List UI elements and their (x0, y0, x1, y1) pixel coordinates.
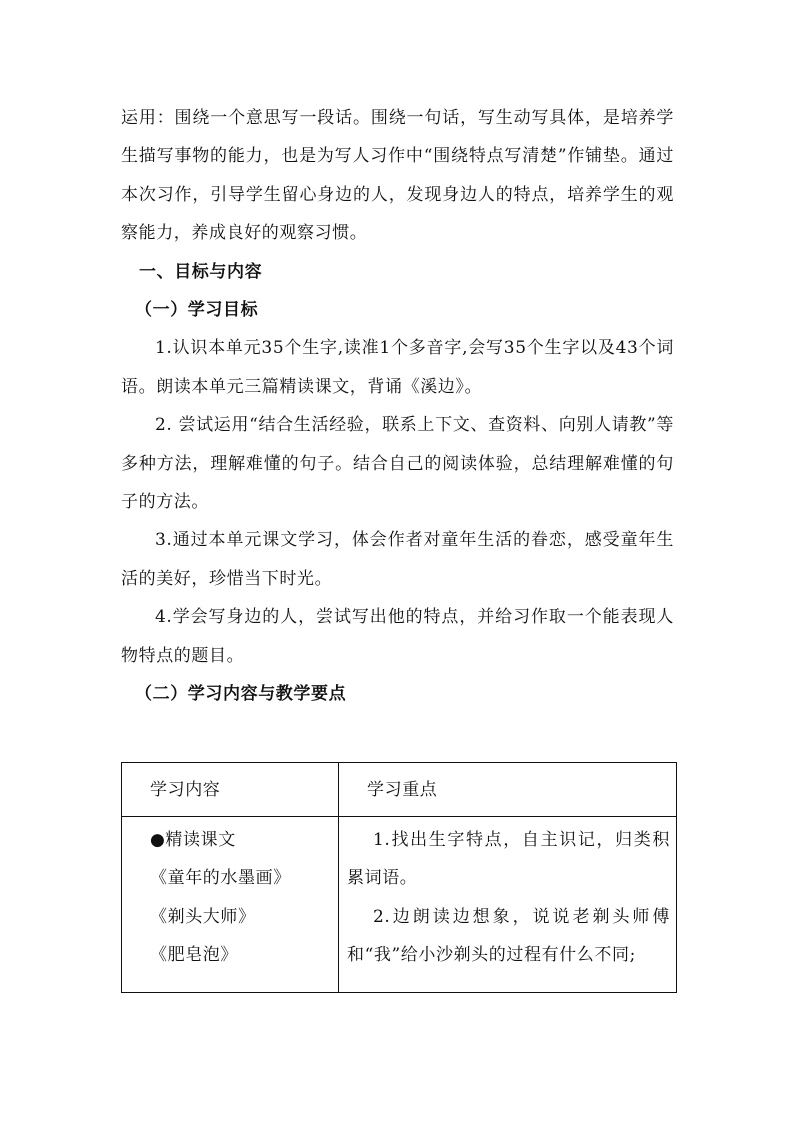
list-item: 《肥皂泡》 (150, 945, 238, 966)
section-heading-goals-and-content: 一、目标与内容 (139, 261, 263, 282)
subsection-heading-content-and-points: （二）学习内容与教学要点 (135, 684, 347, 705)
focus-item-2: 2.边朗读边想象，说说老剃头师傅和“我”给小沙剃头的过程有什么不同; (347, 906, 670, 966)
goal-item-3: 3.通过本单元课文学习，体会作者对童年生活的眷恋，感受童年生活的美好，珍惜当下时光。 (121, 530, 674, 589)
content-list (122, 817, 338, 975)
table-cell-focus (339, 817, 677, 993)
focus-list (339, 817, 676, 975)
document-body (121, 99, 674, 714)
focus-item-1: 1.找出生字特点，自主识记，归类积累词语。 (347, 830, 670, 889)
goal-item-1: 1.认识本单元35个生字,读准1个多音字,会写35个生字以及43个词语。朗读本单元三篇精读课文，背诵《溪边》。 (121, 338, 674, 397)
list-item: 《剃头大师》 (150, 906, 256, 927)
header-learning-focus: 学习重点 (367, 780, 438, 800)
table-header-row (122, 763, 677, 817)
learning-content-table (121, 762, 677, 993)
table-row (122, 817, 677, 993)
header-learning-content: 学习内容 (150, 780, 221, 800)
table-header-cell (122, 763, 339, 817)
table-cell-content (122, 817, 339, 993)
list-item: ●精读课文 (150, 830, 236, 850)
table-header-cell (339, 763, 677, 817)
goal-item-2: 2. 尝试运用“结合生活经验，联系上下文、查资料、向别人请教”等多种方法，理解难懂的句子。结合自己的阅读体验，总结理解难懂的句子的方法。 (121, 415, 674, 513)
intro-paragraph: 运用：围绕一个意思写一段话。围绕一句话，写生动写具体，是培养学生描写事物的能力，也是为写人习作中“围绕特点写清楚”作铺垫。通过本次习作，引导学生留心身边的人，发现身边人的特点，培养学生的观察能力，养成良好的观察习惯。 (121, 108, 674, 244)
goal-item-4: 4.学会写身边的人，尝试写出他的特点，并给习作取一个能表现人物特点的题目。 (121, 607, 674, 666)
subsection-heading-learning-goals: （一）学习目标 (135, 300, 259, 321)
list-item: 《童年的水墨画》 (150, 868, 291, 889)
